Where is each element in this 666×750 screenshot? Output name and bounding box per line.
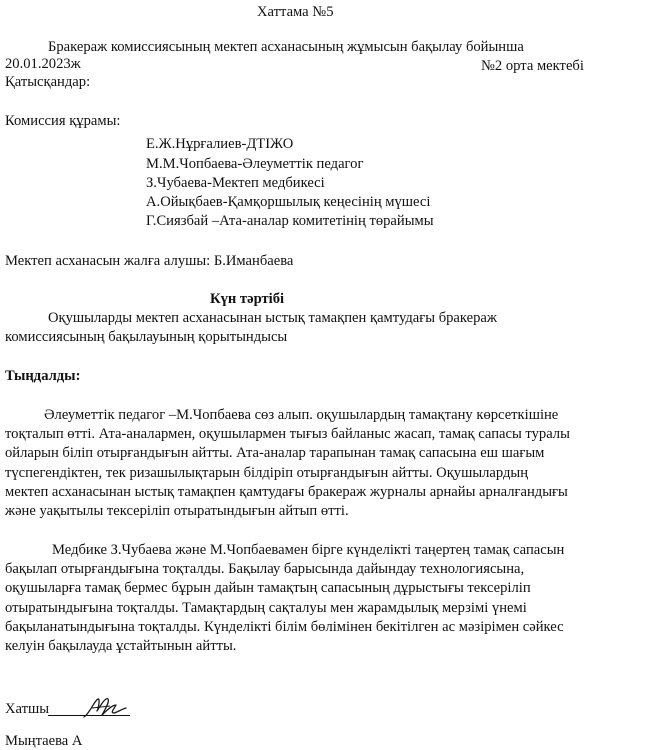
paragraph-line: оқушыларға тамақ бермес бұрын дайын тамақтың сапасының дұрыстығы тексеріліп [5,580,531,596]
commission-member: М.М.Чопбаева-Әлеуметтік педагог [146,156,364,172]
participants-label: Қатысқандар: [5,74,91,90]
paragraph-line: мектеп асханасынан ыстық тамақпен қамтудағы бракераж журналы арнайы арналғандығы [5,484,568,500]
paragraph-line: келуін бақылауда ұстайтынын айтты. [5,638,237,654]
commission-member: Г.Сиязбай –Ата-аналар комитетінің төрайымы [146,213,434,229]
commission-label: Комиссия құрамы: [5,113,121,129]
protocol-date: 20.01.2023ж [5,56,81,72]
paragraph-line: және уақытылы тексеріліп отыратындығын айтып өтті. [5,503,349,519]
paragraph-line: Әлеуметтік педагог –М.Чопбаева сөз алып. оқушылардың тамақтану көрсеткішіне [44,407,559,423]
protocol-subject: Бракераж комиссиясының мектеп асханасының жұмысын бақылау бойынша [48,39,524,55]
secretary-label: Хатшы [5,701,50,717]
paragraph-line: ойларын біліп отырғандығын айтты. Ата-аналар тарапынан тамақ сапасына еш шағым [5,445,545,461]
page-title: Хаттама №5 [257,4,334,20]
paragraph-line: тоқталып өтті. Ата-аналармен, оқушылармен тығыз байланыс жасап, тамақ сапасы туралы [5,426,570,442]
school-name: №2 орта мектебі [481,58,584,74]
heard-heading: Тыңдалды: [5,368,81,384]
agenda-line: Оқушыларды мектеп асханасынан ыстық тамақпен қамтудағы бракераж [48,310,497,326]
paragraph-line: бақыланатындығына тоқталды. Күнделікті білім бөлімінен бекітілген ас мәзірімен сәйкес [5,619,564,635]
secretary-name: Мыңтаева А [5,733,83,749]
commission-member: Е.Ж.Нұрғалиев-ДТІЖО [146,136,294,152]
paragraph-line: бақылап отырғандығына тоқталды. Бақылау барысында дайындау технологиясына, [5,561,525,577]
paragraph-line: отыратындығына тоқталды. Тамақтардың сақталуы мен жарамдылық мерзімі үнемі [5,600,527,616]
paragraph-line: түспегендіктен, тек ризашылықтарын білдіріп отырғандығын айтты. Оқушылардың [5,465,529,481]
commission-member: А.Ойықбаев-Қамқоршылық кеңесінің мүшесі [146,194,431,210]
commission-member: З.Чубаева-Мектеп медбикесі [146,175,325,191]
agenda-heading: Күн тәртібі [210,291,285,307]
signature-mark [80,693,130,723]
paragraph-line: Медбике З.Чубаева және М.Чопбаевамен бірге күнделікті таңертең тамақ сапасын [52,542,565,558]
canteen-tenant: Мектеп асханасын жалға алушы: Б.Иманбаева [5,253,294,269]
agenda-line: комиссиясының бақылауының қорытындысы [5,329,288,345]
